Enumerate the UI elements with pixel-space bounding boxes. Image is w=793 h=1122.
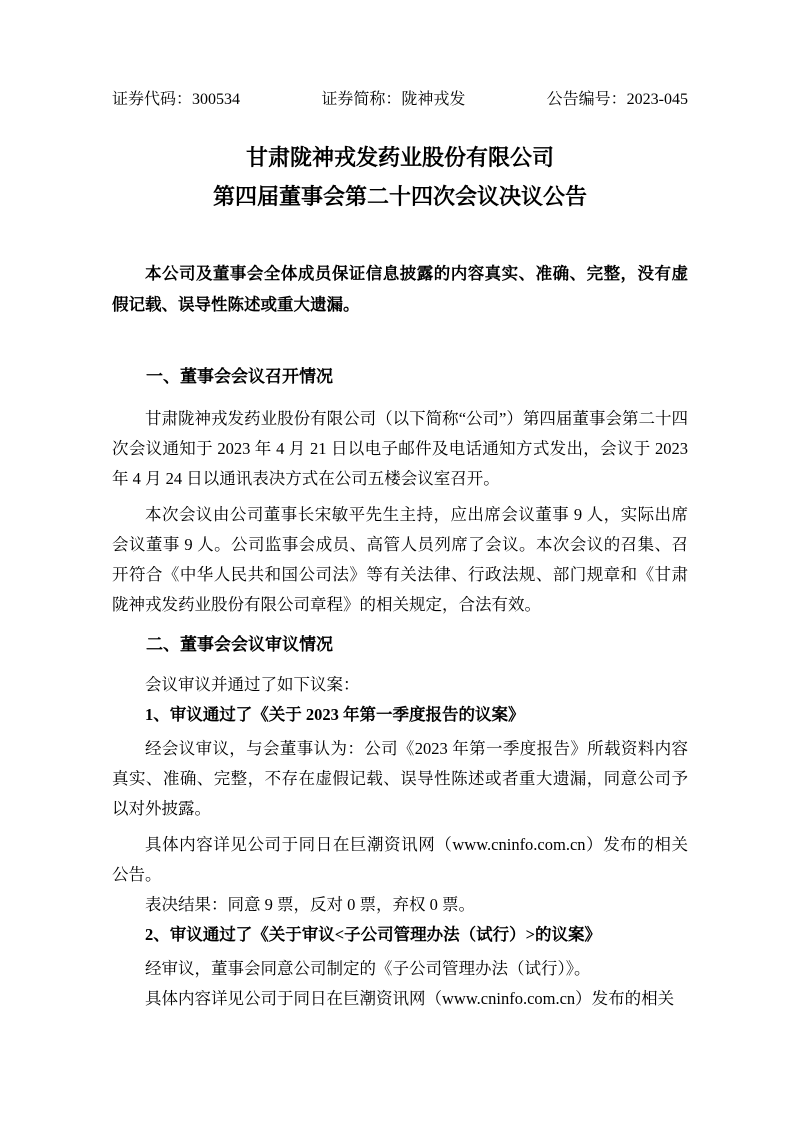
securities-abbr: 证券简称：陇神戎发	[321, 91, 466, 108]
securities-code: 证券代码：300534	[112, 91, 241, 108]
announcement-number: 公告编号：2023-045	[546, 91, 688, 108]
resolution-item-2-paragraph-2: 具体内容详见公司于同日在巨潮资讯网（www.cninfo.com.cn）发布的相关	[145, 989, 675, 1008]
company-name-title: 甘肃陇神戎发药业股份有限公司	[245, 145, 554, 170]
resolution-item-1-paragraph-2: 具体内容详见公司于同日在巨潮资讯网（www.cninfo.com.cn）发布的相关公告。	[112, 835, 688, 884]
resolution-item-2-title: 2、审议通过了《关于审议<子公司管理办法（试行）>的议案》	[145, 925, 602, 944]
section-1-heading: 一、董事会会议召开情况	[146, 367, 333, 386]
disclaimer-statement: 本公司及董事会全体成员保证信息披露的内容真实、准确、完整，没有虚假记载、误导性陈述或重大遗漏。	[112, 264, 688, 314]
resolution-item-1-title: 1、审议通过了《关于 2023 年第一季度报告的议案》	[145, 705, 525, 724]
section-1-paragraph-2: 本次会议由公司董事长宋敏平先生主持，应出席会议董事 9 人，实际出席会议董事 9 人。公司监事会成员、高管人员列席了会议。本次会议的召集、召开符合《中华人民共和国公司法》等有关法律、行政法规、部门规章和《甘肃陇神戎发药业股份有限公司章程》的相关规定，合法有效。	[112, 505, 688, 614]
document-header	[112, 90, 688, 110]
section-1-paragraph-1: 甘肃陇神戎发药业股份有限公司（以下简称“公司”）第四届董事会第二十四次会议通知于 2023 年 4 月 21 日以电子邮件及电话通知方式发出，会议于 2023 年 4 月 24 日以通讯表决方式在公司五楼会议室召开。	[112, 409, 688, 488]
resolution-item-1-vote-result: 表决结果：同意 9 票，反对 0 票，弃权 0 票。	[145, 895, 475, 914]
meeting-resolution-title: 第四届董事会第二十四次会议决议公告	[212, 184, 587, 209]
section-2-heading: 二、董事会会议审议情况	[146, 635, 333, 654]
section-2-intro: 会议审议并通过了如下议案：	[145, 675, 360, 694]
resolution-item-1-paragraph-1: 经会议审议，与会董事认为：公司《2023 年第一季度报告》所载资料内容真实、准确、完整，不存在虚假记载、误导性陈述或者重大遗漏，同意公司予以对外披露。	[112, 739, 688, 818]
resolution-item-2-paragraph-1: 经审议，董事会同意公司制定的《子公司管理办法（试行）》。	[145, 959, 591, 978]
